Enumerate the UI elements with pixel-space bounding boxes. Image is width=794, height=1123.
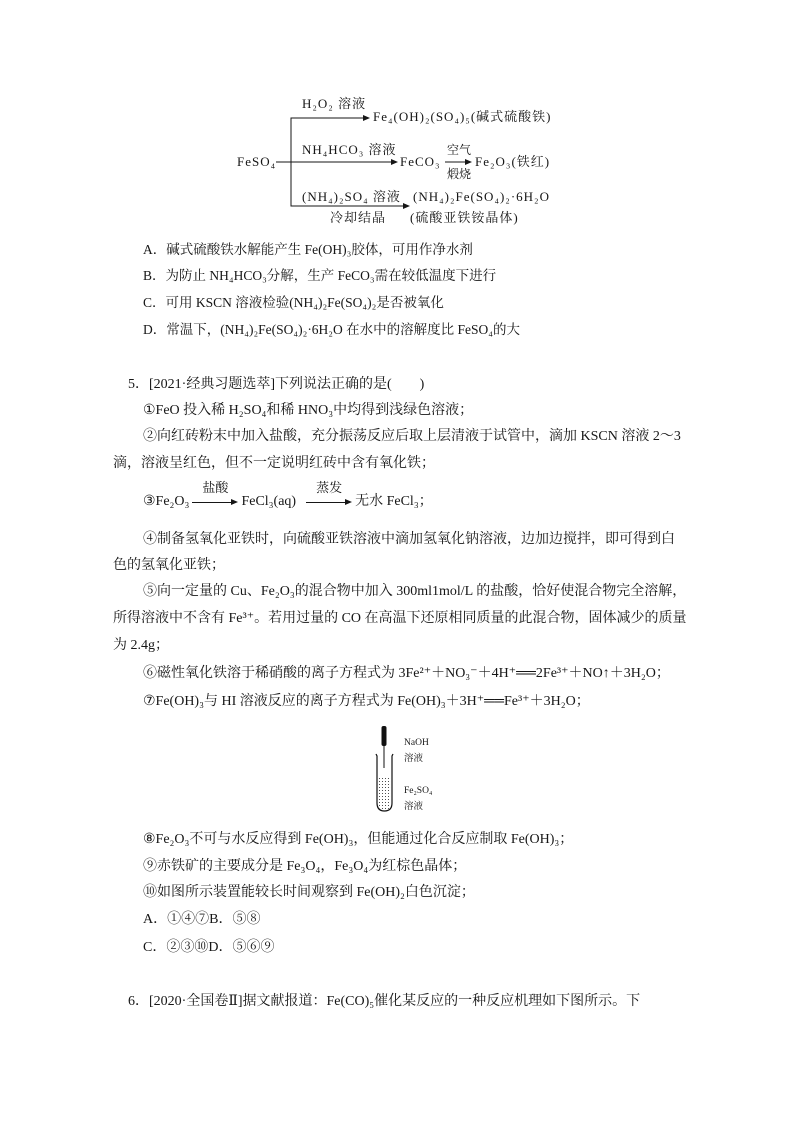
s3-arrow-hcl-shaft [192, 502, 233, 503]
branch3-arrow-head [403, 203, 410, 209]
q5-statement-6: ⑥磁性氧化铁溶于稀硝酸的离子方程式为 3Fe²⁺＋NO₃⁻＋4H⁺══2Fe³⁺＋NO↑＋3H₂O； [143, 666, 670, 681]
q5-stem: 5．[2021·经典习题选萃]下列说法正确的是( ) [128, 377, 425, 392]
branch1-product: Fe₄(OH)₂(SO₄)₅(碱式硫酸铁) [373, 109, 552, 124]
test-tube-figure [360, 722, 450, 818]
s3-end: 无水 FeCl₃； [355, 494, 433, 509]
q5-statement-7: ⑦Fe(OH)₃与 HI 溶液反应的离子方程式为 Fe(OH)₃＋3H⁺══Fe³⁺＋3H₂O； [143, 694, 590, 709]
branch2-product: Fe₂O₃(铁红) [475, 154, 551, 169]
q4-option-b: B．为防止 NH₄HCO₃分解，生产 FeCO₃需在较低温度下进行 [143, 268, 497, 283]
q5-statement-9: ⑨赤铁矿的主要成分是 Fe₃O₄，Fe₃O₄为红棕色晶体； [143, 859, 467, 874]
tube-liquid [378, 776, 391, 810]
calcination-arrow-head [465, 159, 472, 165]
dropper-label-line1: NaOH [404, 738, 429, 748]
s3-arrow-evaporate-label: 蒸发 [316, 480, 343, 495]
s3-mid: FeCl₃(aq) [241, 494, 297, 509]
dropper-label-line2: 溶液 [404, 754, 424, 764]
branch2-arrow-head [391, 159, 398, 165]
s3-start: ③Fe₂O₃ [143, 494, 190, 509]
branch2-intermediate: FeCO₃ [400, 154, 441, 169]
branch2-condition-top: 空气 [447, 143, 472, 157]
branch1-arrow-head [363, 115, 370, 121]
q5-statement-3 [143, 480, 433, 512]
q6-stem: 6．[2020·全国卷Ⅱ]据文献报道：Fe(CO)₅催化某反应的一种反应机理如下图所示。下 [128, 994, 641, 1009]
branch3-product: (NH₄)₂Fe(SO₄)₂·6H₂O [413, 189, 550, 204]
dropper-bulb [382, 726, 387, 746]
tube-label-line2: 溶液 [404, 802, 424, 812]
branch3-condition: 冷却结晶 [330, 210, 387, 225]
q4-option-c: C．可用 KSCN 溶液检验(NH₄)₂Fe(SO₄)₂是否被氧化 [143, 295, 444, 310]
s3-arrow-hcl-label: 盐酸 [202, 480, 229, 495]
q5-statement-2-line2: 滴，溶液呈红色，但不一定说明红砖中含有氧化铁； [113, 456, 435, 471]
q5-statement-8: ⑧Fe₂O₃不可与水反应得到 Fe(OH)₃，但能通过化合反应制取 Fe(OH)₃； [143, 832, 574, 847]
q5-choices-ab: A．①④⑦B．⑤⑧ [143, 912, 261, 927]
branch2-reagent: NH₄HCO₃ 溶液 [302, 142, 397, 157]
q5-statement-1: ①FeO 投入稀 H₂SO₄和稀 HNO₃中均得到浅绿色溶液； [143, 403, 474, 418]
q5-statement-5-line2: 所得溶液中不含有 Fe³⁺。若用过量的 CO 在高温下还原相同质量的此混合物，固体减少的质量 [113, 611, 687, 626]
q5-choices-cd: C．②③⑩D．⑤⑥⑨ [143, 940, 275, 955]
s3-arrow-evaporate [306, 480, 352, 509]
branch3-product-note: (硫酸亚铁铵晶体) [410, 210, 519, 225]
q4-option-d: D．常温下，(NH₄)₂Fe(SO₄)₂·6H₂O 在水中的溶解度比 FeSO₄的大 [143, 322, 520, 337]
branch3-reagent: (NH₄)₂SO₄ 溶液 [302, 189, 401, 204]
q5-statement-4-line1: ④制备氢氧化亚铁时，向硫酸亚铁溶液中滴加氢氧化钠溶液，边加边搅拌，即可得到白 [143, 532, 675, 547]
tube-label-line1: Fe₂SO₄ [404, 786, 433, 796]
q5-statement-5-line1: ⑤向一定量的 Cu、Fe₂O₃的混合物中加入 300ml1mol/L 的盐酸，恰好使混合物完全溶解， [143, 584, 687, 599]
q5-statement-2-line1: ②向红砖粉末中加入盐酸，充分振荡反应后取上层清液于试管中，滴加 KSCN 溶液 2～3 [143, 429, 681, 444]
q5-statement-10: ⑩如图所示装置能较长时间观察到 Fe(OH)₂白色沉淀； [143, 885, 475, 900]
branch1-reagent: H₂O₂ 溶液 [302, 96, 367, 111]
scheme-start-compound: FeSO₄ [237, 154, 277, 169]
branch2-condition-bottom: 煅烧 [447, 167, 472, 181]
s3-arrow-evaporate-shaft [306, 502, 347, 503]
s3-arrow-hcl-head [231, 499, 238, 505]
s3-arrow-evaporate-head [345, 499, 352, 505]
q5-statement-4-line2: 色的氢氧化亚铁； [113, 558, 225, 573]
s3-arrow-hcl [192, 480, 238, 509]
q5-statement-5-line3: 为 2.4g； [113, 638, 169, 653]
q4-option-a: A．碱式硫酸铁水解能产生 Fe(OH)₃胶体，可用作净水剂 [143, 242, 473, 257]
